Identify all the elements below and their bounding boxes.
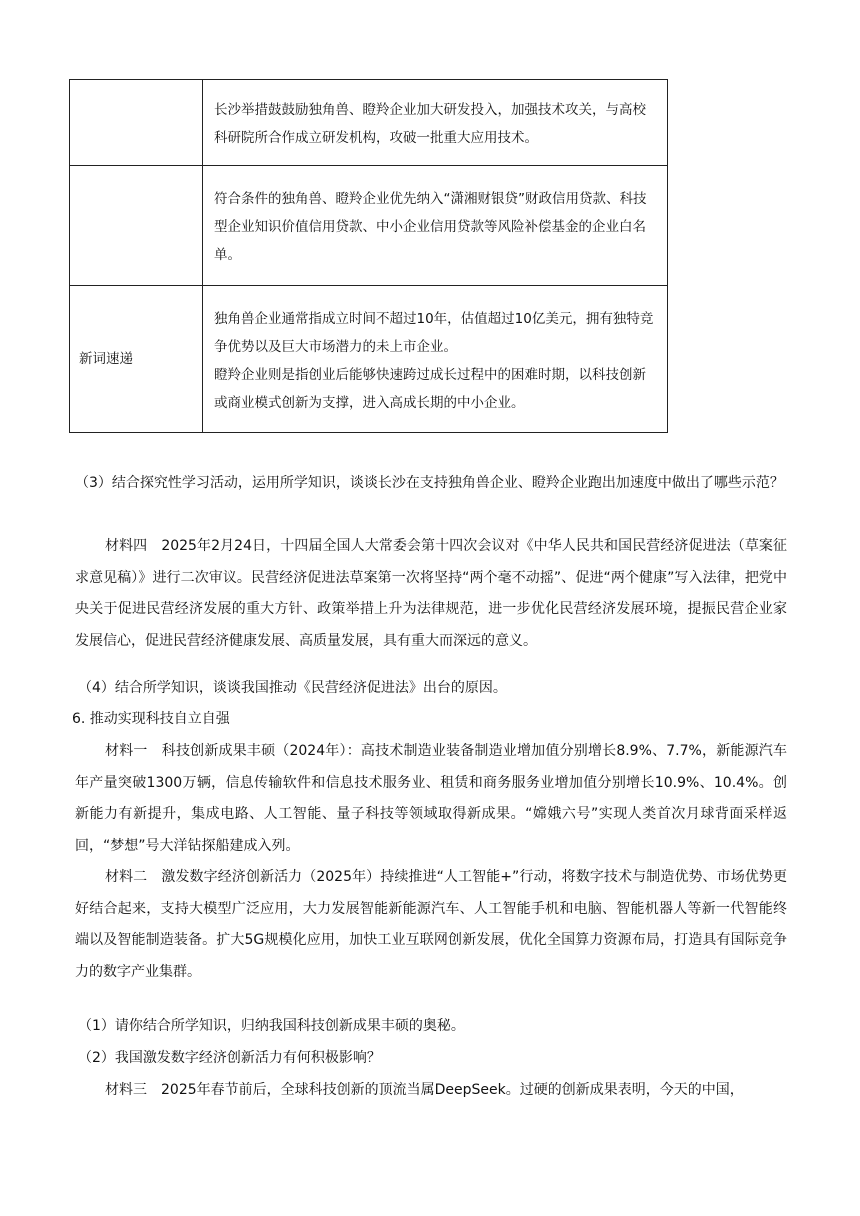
table-label-cell: 新词速递 (70, 286, 203, 433)
table-text: 长沙举措鼓鼓励独角兽、瞪羚企业加大研发投入，加强技术攻关，与高校科研院所合作成立研发机构，攻破一批重大应用技术。 (214, 102, 646, 146)
question-4: （4）结合所学知识，谈谈我国推动《民营经济促进法》出台的原因。 (78, 680, 507, 696)
material-1: 材料一 科技创新成果丰硕（2024年）：高技术制造业装备制造业增加值分别增长8.9%、7.7%，新能源汽车年产量突破1300万辆，信息传输软件和信息技术服务业、租赁和商务服务业增加值分别增长10.9%、10.4%。创新能力有新提升，集成电路、人工智能、量子科技等领域取得新成果。“嫦娥六号”实现人类首次月球背面采样返回，“梦想”号大洋钻探船建成入列。 (75, 743, 787, 854)
table-row (70, 286, 668, 433)
table-label-cell (70, 80, 203, 166)
material-4: 材料四 2025年2月24日，十四届全国人大常委会第十四次会议对《中华人民共和国民营经济促进法（草案征求意见稿）》进行二次审议。民营经济促进法草案第一次将坚持“两个毫不动摇”、促进“两个健康”写入法律，把党中央关于促进民营经济发展的重大方针、政策举措上升为法律规范，进一步优化民营经济发展环境，提振民营企业家发展信心，促进民营经济健康发展、高质量发展，具有重大而深远的意义。 (75, 538, 787, 649)
table-content-cell (203, 80, 668, 166)
table-row (70, 166, 668, 286)
question-1: （1）请你结合所学知识，归纳我国科技创新成果丰硕的奥秘。 (78, 1018, 465, 1034)
policy-table (69, 79, 668, 433)
material-3: 材料三 2025年春节前后，全球科技创新的顶流当属DeepSeek。过硬的创新成果表明，今天的中国， (105, 1082, 744, 1098)
table-content-cell (203, 286, 668, 433)
table-text: 符合条件的独角兽、瞪羚企业优先纳入“潇湘财银贷”财政信用贷款、科技型企业知识价值信用贷款、中小企业信用贷款等风险补偿基金的企业白名单。 (214, 191, 647, 263)
question-2: （2）我国激发数字经济创新活力有何积极影响？ (78, 1050, 381, 1066)
table-row (70, 80, 668, 166)
material-2: 材料二 激发数字经济创新活力（2025年）持续推进“人工智能+”行动，将数字技术与制造优势、市场优势更好结合起来，支持大模型广泛应用，大力发展智能新能源汽车、人工智能手机和电脑、智能机器人等新一代智能终端以及智能制造装备。扩大5G规模化应用，加快工业互联网创新发展，优化全国算力资源布局，打造具有国际竞争力的数字产业集群。 (75, 869, 787, 980)
table-label-cell (70, 166, 203, 286)
table-content-cell (203, 166, 668, 286)
section-heading: 6. 推动实现科技自立自强 (72, 711, 230, 727)
question-3: （3）结合探究性学习活动，运用所学知识，谈谈长沙在支持独角兽企业、瞪羚企业跑出加速度中做出了哪些示范？ (75, 475, 784, 491)
table-text: 独角兽企业通常指成立时间不超过10年，估值超过10亿美元，拥有独特竞争优势以及巨大市场潜力的未上市企业。 (214, 310, 654, 355)
table-text: 瞪羚企业则是指创业后能够快速跨过成长过程中的困难时期，以科技创新或商业模式创新为支撑，进入高成长期的中小企业。 (214, 366, 646, 411)
